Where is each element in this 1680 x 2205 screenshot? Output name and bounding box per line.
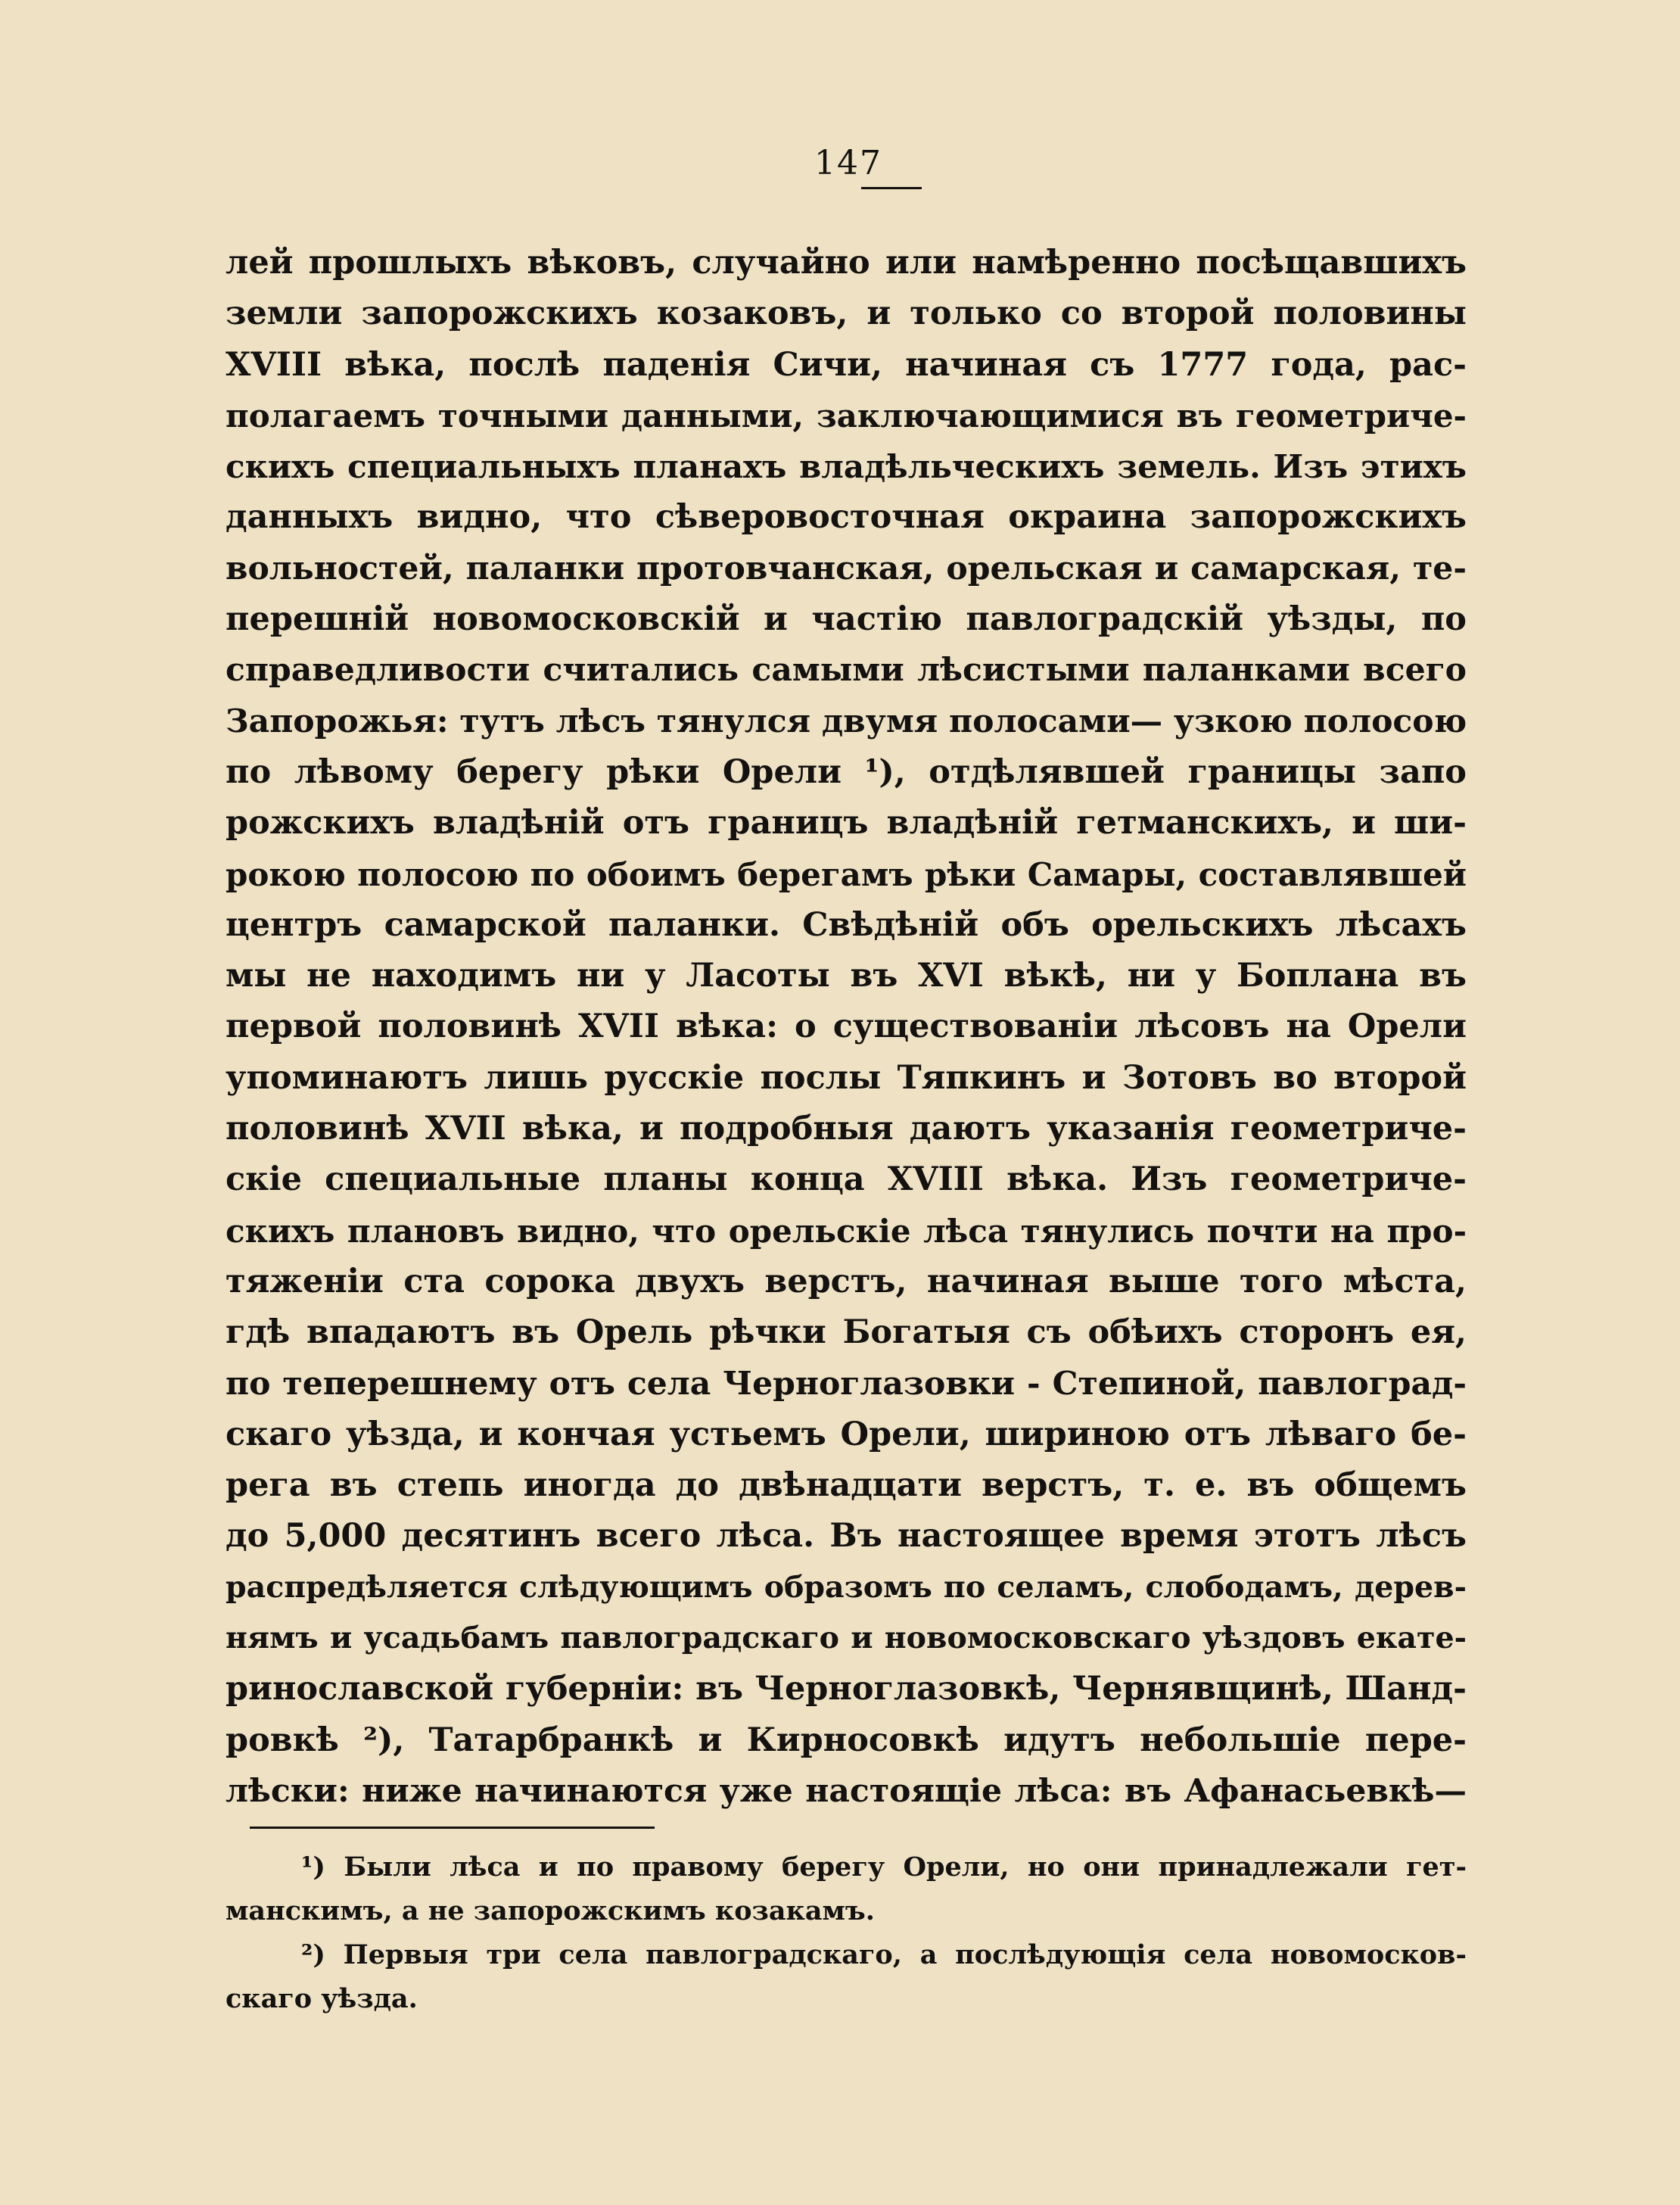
text-line: XVIII вѣка, послѣ паденія Сичи, начиная съ 1777 года, рас-	[226, 345, 1467, 384]
text-line: рокою полосою по обоимъ берегамъ рѣки Самары, составлявшей	[226, 855, 1467, 893]
text-line: по лѣвому берегу рѣки Орели ¹), отдѣлявшей границы запо	[226, 752, 1467, 791]
text-line: рожскихъ владѣній отъ границъ владѣній гетманскихъ, и ши-	[226, 804, 1467, 842]
text-line: справедливости считались самыми лѣсистыми паланками всего	[226, 651, 1467, 690]
page-number: 147	[814, 144, 882, 182]
text-line: скаго уѣзда, и кончая устьемъ Орели, шириною отъ лѣваго бе-	[226, 1415, 1467, 1453]
text-line: земли запорожскихъ козаковъ, и только со второй половины	[226, 294, 1467, 333]
footnote-1-line-1: ¹) Были лѣса и по правому берегу Орели, но они принадлежали гет-	[301, 1852, 1467, 1883]
footnotes	[226, 1845, 1467, 2021]
footnote-1-line-2: манскимъ, а не запорожскимъ козакамъ.	[226, 1895, 875, 1926]
text-line: мы не находимъ ни у Ласоты въ XVI вѣкѣ, ни у Боплана въ	[226, 957, 1467, 995]
text-line: гдѣ впадаютъ въ Орель рѣчки Богатыя съ обѣихъ сторонъ ея,	[226, 1313, 1467, 1352]
page-number-rule	[861, 187, 922, 189]
text-line: скіе специальные планы конца XVIII вѣка. Изъ геометриче-	[226, 1160, 1467, 1199]
footnote-2-line-2: скаго уѣзда.	[226, 1983, 418, 2014]
text-line: ровкѣ ²), Татарбранкѣ и Кирносовкѣ идутъ небольшіе пере-	[226, 1721, 1467, 1759]
text-line: вольностей, паланки протовчанская, орельская и самарская, те-	[226, 549, 1467, 587]
text-line: лей прошлыхъ вѣковъ, случайно или намѣренно посѣщавшихъ	[226, 244, 1467, 282]
text-line: упоминаютъ лишь русскіе послы Тяпкинъ и Зотовъ во второй	[226, 1058, 1467, 1097]
text-line: нямъ и усадьбамъ павлоградскаго и новомосковскаго уѣздовъ екате-	[226, 1621, 1467, 1656]
text-line: полагаемъ точными данными, заключающимися въ геометриче-	[226, 397, 1467, 434]
text-line: по теперешнему отъ села Черноглазовки - Степиной, павлоград-	[226, 1364, 1467, 1403]
footnote-separator	[250, 1827, 655, 1829]
text-line: скихъ плановъ видно, что орельскіе лѣса тянулись почти на про-	[226, 1212, 1467, 1250]
text-line: рега въ степь иногда до двѣнадцати верстъ, т. е. въ общемъ	[226, 1466, 1467, 1505]
text-line: ринославской губерніи: въ Черноглазовкѣ, Чернявщинѣ, Шанд-	[226, 1670, 1467, 1708]
text-line: центръ самарской паланки. Свѣдѣній объ орельскихъ лѣсахъ	[226, 905, 1467, 944]
main-text	[226, 238, 1467, 1817]
text-line: половинѣ XVII вѣка, и подробныя даютъ указанія геометриче-	[226, 1110, 1467, 1148]
text-line: первой половинѣ XVII вѣка: о существованіи лѣсовъ на Орели	[226, 1008, 1467, 1046]
text-line: лѣски: ниже начинаются уже настоящіе лѣса: въ Афанасьевкѣ—	[226, 1771, 1467, 1810]
text-line: Запорожья: тутъ лѣсъ тянулся двумя полосами— узкою полосою	[226, 702, 1467, 740]
text-line: перешній новомосковскій и частію павлоградскій уѣзды, по	[226, 600, 1467, 639]
text-line: до 5,000 десятинъ всего лѣса. Въ настоящее время этотъ лѣсъ	[226, 1517, 1467, 1556]
text-line: данныхъ видно, что сѣверовосточная окраина запорожскихъ	[226, 498, 1467, 537]
footnote-2-line-1: ²) Первыя три села павлоградскаго, а послѣдующія села новомосков-	[301, 1939, 1467, 1970]
text-line: скихъ специальныхъ планахъ владѣльческихъ земель. Изъ этихъ	[226, 448, 1467, 486]
text-line: распредѣляется слѣдующимъ образомъ по селамъ, слободамъ, дерев-	[226, 1569, 1467, 1605]
text-line: тяженіи ста сорока двухъ верстъ, начиная выше того мѣста,	[226, 1262, 1467, 1300]
